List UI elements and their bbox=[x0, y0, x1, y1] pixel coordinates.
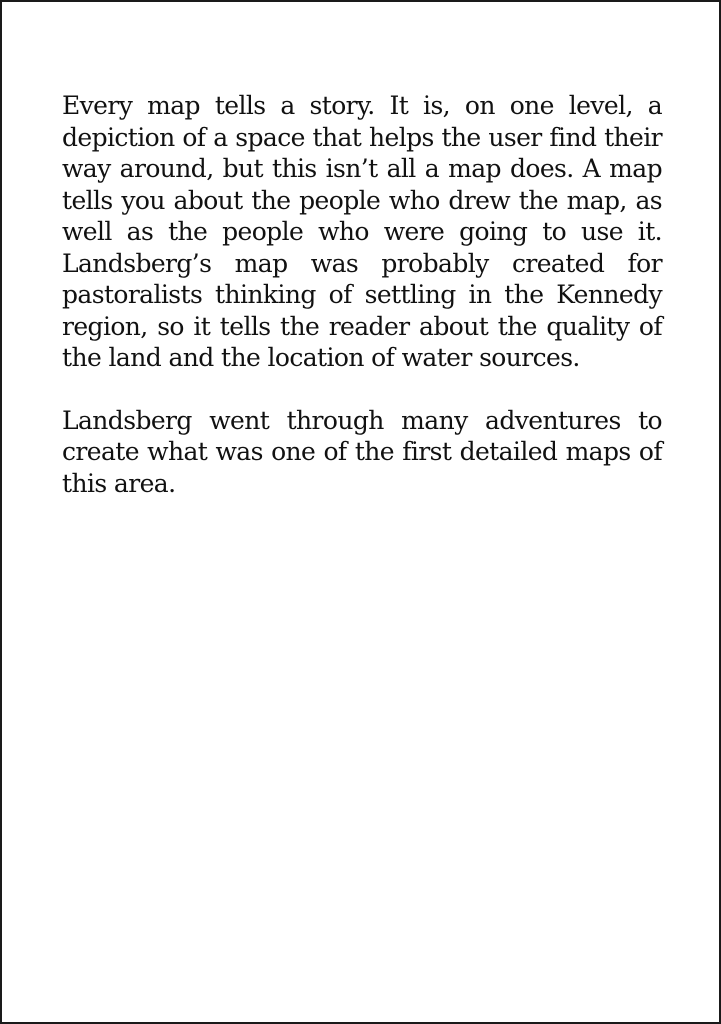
body-text bbox=[62, 90, 662, 499]
paragraph-2: Landsberg went through many adventures to create what was one of the first detailed maps of this area. bbox=[62, 405, 662, 498]
paragraph-1: Every map tells a story. It is, on one level, a depiction of a space that helps the user find their way around, but this isn’t all a map does. A map tells you about the people who drew the map, as well as the people who were going to use it. Landsberg’s map was probably created for pastoralists thinking of settling in the Kennedy region, so it tells the reader about the quality of the land and the location of water sources. bbox=[62, 91, 662, 372]
